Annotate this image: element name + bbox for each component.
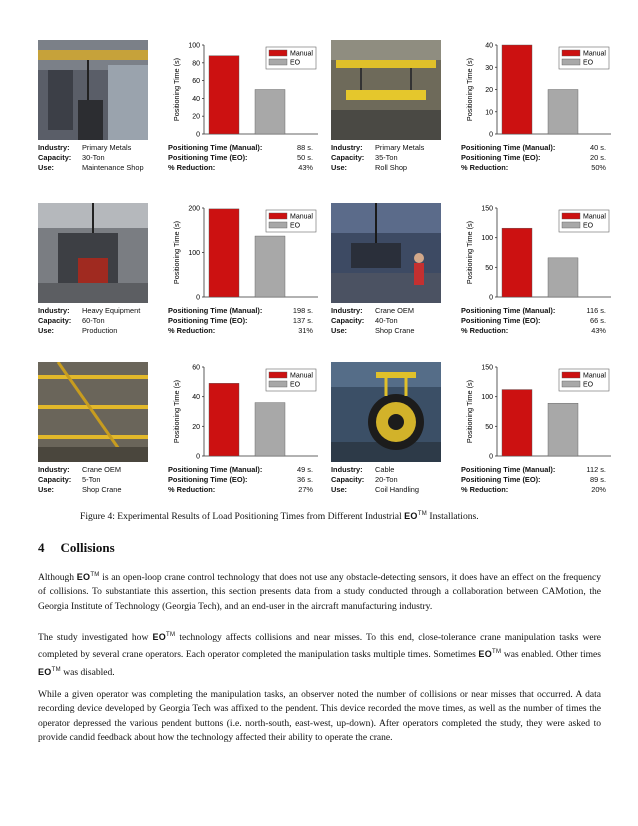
- bar-eo: [548, 403, 578, 456]
- eo-trademark: [152, 632, 175, 642]
- use-label: Use:: [331, 485, 348, 495]
- use-value: Coil Handling: [375, 485, 419, 495]
- tm-mark: TM: [417, 511, 427, 517]
- legend-swatch: [562, 222, 580, 228]
- y-tick-label: 0: [489, 131, 493, 139]
- installation-info: [38, 143, 168, 174]
- legend-label: EO: [583, 59, 594, 67]
- result-panel: [38, 40, 318, 185]
- industry-value: Heavy Equipment: [82, 306, 141, 315]
- text-span: The study investigated how: [38, 632, 153, 643]
- bar-chart: [461, 362, 611, 462]
- industry-label: Industry:: [38, 306, 70, 315]
- eo-time-value: 50 s.: [296, 153, 313, 163]
- reduction-value: 27%: [298, 485, 313, 495]
- industry-label: Industry:: [331, 143, 363, 152]
- industry-value: Crane OEM: [375, 306, 415, 315]
- reduction-label: % Reduction:: [168, 163, 216, 173]
- industry-value: Primary Metals: [375, 143, 425, 152]
- y-tick-label: 150: [481, 364, 493, 372]
- manual-time-value: 112 s.: [586, 465, 606, 474]
- bar-eo: [255, 403, 285, 456]
- installation-info: [331, 306, 461, 337]
- legend-swatch: [269, 59, 287, 65]
- text-span: was disabled.: [60, 666, 115, 678]
- bar-manual: [209, 209, 239, 297]
- capacity-value: 20-Ton: [375, 475, 398, 485]
- use-label: Use:: [38, 485, 55, 495]
- bar-eo: [255, 90, 285, 135]
- capacity-label: Capacity:: [38, 316, 72, 326]
- legend-swatch: [269, 222, 287, 228]
- y-tick-label: 30: [485, 64, 493, 72]
- legend-label: Manual: [583, 213, 606, 221]
- result-panel: [331, 362, 611, 507]
- crane-photo: [331, 362, 441, 462]
- legend-swatch: [269, 213, 287, 219]
- legend-label: EO: [583, 381, 594, 389]
- section-number: 4: [38, 540, 45, 555]
- eo-time-label: Positioning Time (EO):: [168, 475, 248, 485]
- capacity-value: 40-Ton: [375, 316, 398, 326]
- bar-chart: [168, 40, 318, 140]
- legend-swatch: [269, 372, 287, 378]
- capacity-value: 60-Ton: [82, 316, 105, 326]
- legend-label: EO: [290, 381, 301, 389]
- manual-time-value: 198 s.: [292, 306, 313, 315]
- y-tick-label: 20: [192, 113, 200, 121]
- positioning-stats: [168, 143, 313, 174]
- use-value: Maintenance Shop: [82, 163, 144, 173]
- bar-chart: [461, 203, 611, 303]
- capacity-label: Capacity:: [331, 475, 365, 485]
- use-label: Use:: [331, 326, 348, 336]
- crane-photo: [331, 203, 441, 303]
- capacity-label: Capacity:: [38, 475, 72, 485]
- installation-info: [38, 306, 168, 337]
- use-value: Shop Crane: [82, 485, 122, 495]
- use-label: Use:: [331, 163, 348, 173]
- reduction-value: 50%: [591, 163, 606, 173]
- use-label: Use:: [38, 326, 55, 336]
- use-value: Production: [82, 326, 118, 336]
- crane-photo: [38, 362, 148, 462]
- capacity-value: 35-Ton: [375, 153, 398, 163]
- eo-trademark: [404, 511, 427, 521]
- legend-label: Manual: [290, 50, 313, 58]
- manual-time-label: Positioning Time (Manual):: [461, 465, 556, 474]
- eo-name: EO: [478, 649, 492, 660]
- bar-manual: [209, 56, 239, 134]
- result-panel: [331, 203, 611, 348]
- eo-name: EO: [152, 632, 167, 642]
- manual-time-label: Positioning Time (Manual):: [168, 143, 263, 152]
- y-tick-label: 0: [196, 453, 200, 461]
- eo-name: EO: [76, 572, 91, 582]
- reduction-value: 31%: [298, 326, 313, 336]
- positioning-stats: [461, 306, 606, 337]
- legend-swatch: [269, 50, 287, 56]
- y-tick-label: 20: [485, 87, 493, 94]
- reduction-label: % Reduction:: [461, 326, 509, 336]
- eo-time-value: 20 s.: [589, 153, 606, 163]
- y-tick-label: 50: [485, 423, 493, 431]
- y-tick-label: 100: [188, 42, 200, 50]
- use-value: Shop Crane: [375, 326, 415, 336]
- positioning-stats: [461, 465, 606, 496]
- bar-eo: [548, 90, 578, 135]
- legend-swatch: [562, 59, 580, 65]
- crane-photo: [38, 40, 148, 140]
- reduction-value: 20%: [591, 485, 606, 495]
- text-span: technology affects collisions and near misses. To this end, close-tolerance crane manipulation tasks were completed by several crane operators. Each operator completed the manipulation tasks multiple times. Sometimes: [38, 632, 601, 661]
- y-tick-label: 40: [192, 95, 200, 103]
- eo-time-value: 137 s.: [292, 316, 313, 326]
- y-tick-label: 0: [196, 294, 200, 302]
- industry-label: Industry:: [38, 143, 70, 152]
- eo-name: EO: [404, 511, 418, 521]
- industry-label: Industry:: [331, 306, 363, 315]
- legend-label: Manual: [290, 213, 313, 221]
- bar-manual: [502, 228, 532, 297]
- tm-mark: TM: [51, 666, 61, 673]
- text-span: was enabled. Other times: [501, 649, 601, 661]
- legend-label: EO: [290, 59, 301, 67]
- tm-mark: TM: [492, 649, 502, 656]
- crane-photo: [38, 203, 148, 303]
- eo-name: EO: [38, 666, 52, 677]
- positioning-stats: [168, 306, 313, 337]
- eo-trademark: [38, 667, 61, 677]
- manual-time-value: 88 s.: [296, 143, 313, 152]
- y-tick-label: 100: [481, 235, 493, 243]
- y-tick-label: 0: [196, 131, 200, 139]
- reduction-label: % Reduction:: [461, 485, 509, 495]
- industry-label: Industry:: [331, 465, 363, 474]
- positioning-stats: [461, 143, 606, 174]
- bar-manual: [502, 390, 532, 456]
- y-axis-label: Positioning Time (s): [465, 57, 474, 122]
- bar-chart: [168, 362, 318, 462]
- y-tick-label: 40: [485, 42, 493, 50]
- tm-mark: TM: [166, 632, 176, 638]
- y-tick-label: 80: [192, 60, 200, 68]
- y-tick-label: 100: [188, 250, 200, 257]
- eo-time-value: 66 s.: [589, 316, 606, 326]
- legend-label: Manual: [583, 50, 606, 58]
- bar-manual: [502, 45, 532, 134]
- caption-text-end: Installations.: [427, 511, 479, 522]
- eo-time-value: 36 s.: [296, 475, 313, 485]
- figure-caption: [80, 511, 580, 522]
- capacity-label: Capacity:: [38, 153, 72, 163]
- eo-trademark: [77, 572, 100, 582]
- caption-text: Figure 4: Experimental Results of Load Positioning Times from Different Industrial: [80, 511, 405, 522]
- y-tick-label: 150: [481, 205, 493, 213]
- installation-info: [331, 465, 461, 496]
- result-panel: [38, 362, 318, 507]
- text-span: is an open-loop crane control technology that does not use any obstacle-detecting sensors, it does have an effect on the frequency of collisions. To substantiate this assertion, this section presents data from a study conducted through a collaboration between CAMotion, the Georgia Institute of Technology (Georgia Tech), and an end-user in the aircraft manufacturing industry.: [38, 572, 601, 612]
- eo-time-value: 89 s.: [589, 475, 606, 485]
- y-axis-label: Positioning Time (s): [172, 220, 181, 285]
- eo-time-label: Positioning Time (EO):: [168, 153, 248, 163]
- manual-time-label: Positioning Time (Manual):: [168, 306, 263, 315]
- bar-eo: [548, 258, 578, 297]
- y-tick-label: 60: [192, 364, 200, 372]
- eo-time-label: Positioning Time (EO):: [168, 316, 248, 326]
- y-tick-label: 100: [481, 394, 493, 402]
- y-axis-label: Positioning Time (s): [465, 379, 474, 444]
- positioning-stats: [168, 465, 313, 496]
- legend-swatch: [562, 50, 580, 56]
- result-panel: [38, 203, 318, 348]
- legend-label: EO: [583, 222, 594, 230]
- bar-manual: [209, 383, 239, 456]
- y-tick-label: 10: [485, 109, 493, 117]
- use-value: Roll Shop: [375, 163, 408, 173]
- paragraph: While a given operator was completing the manipulation tasks, an observer noted the number of collisions or near misses that occurred. A data recording device developed by Georgia Tech was affixed to the pendent. This device recorded the move times, as well as the number of times the operator depressed the various pendent buttons (i.e. north-south, east-west, up-down). After operators completed the study, they were asked to provide candid feedback about how the technology affected their ability to operate the crane.: [38, 689, 601, 743]
- tm-mark: TM: [90, 572, 100, 578]
- reduction-label: % Reduction:: [168, 326, 216, 336]
- manual-time-label: Positioning Time (Manual):: [168, 465, 263, 474]
- y-axis-label: Positioning Time (s): [465, 220, 474, 285]
- paragraph: [38, 628, 601, 680]
- eo-time-label: Positioning Time (EO):: [461, 475, 541, 485]
- industry-label: Industry:: [38, 465, 70, 474]
- industry-value: Primary Metals: [82, 143, 132, 152]
- y-tick-label: 40: [192, 394, 200, 402]
- eo-time-label: Positioning Time (EO):: [461, 153, 541, 163]
- capacity-value: 5-Ton: [82, 475, 101, 485]
- manual-time-value: 49 s.: [296, 465, 313, 474]
- y-tick-label: 0: [489, 294, 493, 302]
- installation-info: [38, 465, 168, 496]
- bar-eo: [255, 236, 285, 297]
- y-axis-label: Positioning Time (s): [172, 57, 181, 122]
- reduction-value: 43%: [591, 326, 606, 336]
- eo-time-label: Positioning Time (EO):: [461, 316, 541, 326]
- y-tick-label: 0: [489, 453, 493, 461]
- y-tick-label: 200: [188, 205, 200, 213]
- installation-info: [331, 143, 461, 174]
- text-span: Although: [38, 572, 77, 583]
- paragraph: [38, 568, 601, 614]
- legend-swatch: [562, 213, 580, 219]
- y-tick-label: 60: [192, 78, 200, 86]
- manual-time-value: 116 s.: [586, 306, 606, 315]
- y-tick-label: 50: [485, 264, 493, 272]
- y-tick-label: 20: [192, 423, 200, 431]
- section-title: Collisions: [60, 540, 115, 555]
- industry-value: Crane OEM: [82, 465, 122, 474]
- legend-swatch: [562, 381, 580, 387]
- manual-time-label: Positioning Time (Manual):: [461, 143, 556, 152]
- bar-chart: [168, 203, 318, 303]
- use-label: Use:: [38, 163, 55, 173]
- legend-label: Manual: [583, 372, 606, 380]
- reduction-label: % Reduction:: [168, 485, 216, 495]
- bar-chart: [461, 40, 611, 140]
- capacity-value: 30-Ton: [82, 153, 105, 163]
- capacity-label: Capacity:: [331, 316, 365, 326]
- industry-value: Cable: [375, 465, 395, 474]
- legend-label: Manual: [290, 372, 313, 380]
- capacity-label: Capacity:: [331, 153, 365, 163]
- legend-swatch: [269, 381, 287, 387]
- eo-trademark: [478, 649, 501, 659]
- reduction-value: 43%: [298, 163, 313, 173]
- legend-swatch: [562, 372, 580, 378]
- manual-time-value: 40 s.: [589, 143, 606, 152]
- manual-time-label: Positioning Time (Manual):: [461, 306, 556, 315]
- result-panel: [331, 40, 611, 185]
- legend-label: EO: [290, 222, 301, 230]
- y-axis-label: Positioning Time (s): [172, 379, 181, 444]
- section-heading: [38, 540, 115, 556]
- reduction-label: % Reduction:: [461, 163, 509, 173]
- crane-photo: [331, 40, 441, 140]
